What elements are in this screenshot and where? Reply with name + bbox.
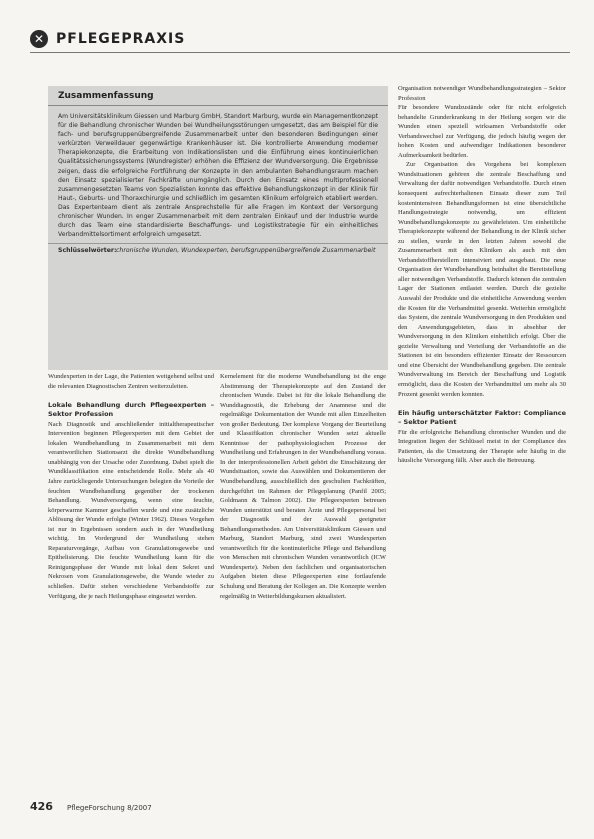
abstract-box <box>48 86 388 370</box>
subheading: Ein häufig unterschätzter Faktor: Compliance – Sektor Patient <box>398 408 566 427</box>
cross-circle-logo-icon: ✕ <box>30 30 48 48</box>
journal-reference: PflegeForschung 8/2007 <box>66 804 152 812</box>
page-number: 426 <box>30 800 53 813</box>
subheading: Lokale Behandlung durch Pflegeexperten – Sektor Profession <box>48 400 214 419</box>
header-divider <box>30 52 570 53</box>
keywords-row <box>48 243 388 257</box>
abstract-title: Zusammenfassung <box>48 86 388 106</box>
page-header <box>30 28 185 50</box>
text-column-left <box>48 372 214 770</box>
paragraph: Nach Diagnostik und anschließender initialtherapeutischer Intervention beginnen Pflegeexperten mit dem Gebiet der lokalen Wundbehandlung in Zusammenarbeit mit dem verantwortlichen Stationsarzt die direkte Wundbehandlung unabhängig von der Ursache oder Zuordnung. Dabei spielt die Wundklassifikation eine entscheidende Rolle. Mehr als 40 Jahre zurückliegende Untersuchungen belegten die Vorteile der feuchten Wundbehandlung gegenüber der trockenen Behandlung. Wundversorgung, wenn eine feuchte, körperwarme Kammer geschaffen wurde und eine zusätzliche Ablösung der Wunde erfolgte (Winter 1962). Dieses Vorgehen ist nur in Ergebnissen sondern auch in der Wundheilung wichtig. Im Vordergrund der Wundheilung stehen Reparaturvorgänge, Aufbau von Granulationsgewebe und Epithelisierung. Die feuchte Wundheilung kann für die Reinigungsphase der Wunde mit lokal dem Sekret und Nekrosen vom Granulationsgewebe, die Wunde wieder zu schließen. Dafür stehen verschiedene Verbandstoffe zur Verfügung, die je nach Heilungsphase eingesetzt werden. <box>48 420 214 600</box>
text-column-right <box>398 84 566 774</box>
paragraph: Für besondere Wundzustände oder für nicht erfolgreich behandelte Grunderkrankung in der Heilung sorgen wir die Wunden einen speziell wirksamen Verbandstoffe oder Verbandswechsel zur Verfügung, die jedoch häufig wegen der hohen Kosten und aufwendiger Indikationen besonderer Aufmerksamkeit bedürfen. <box>398 104 566 159</box>
paragraph-gap <box>398 399 566 409</box>
paragraph: Organisation notwendiger Wundbehandlungsstrategien – Sektor Profession <box>398 85 566 102</box>
page-footer <box>30 800 152 813</box>
paragraph: Für die erfolgreiche Behandlung chronischer Wunden und die Integration liegen der Schlüssel meist in der Compliance des Patienten, da die Umsetzung der Therapie sehr häufig in die häusliche Versorgung fällt. Aber auch die Betreuung. <box>398 428 566 465</box>
paragraph-gap <box>48 391 214 401</box>
paragraph: Zur Organisation des Vorgehens bei komplexen Wundsituationen gehören die zentrale Beschaffung und Verwaltung der dafür notwendigen Verbandstoffe. Durch einen konsequent aufrechterhaltenen Einsatz dieser zum Teil kostenintensiven Behandlungsformen ist eine übersichtliche Handlungsstrategie notwendig, um effizient Wundbehandlungskonzepte zu gewährleisten. Um einheitliche Therapiekonzepte während der Behandlung in der Klinik sicher zu stellen, wurde in den letzten Jahren sowohl die Zusammenarbeit mit den Kliniken als auch mit den Verbandstoffherstellern intensiviert und ausgebaut. Die neue Organisation der Wundbehandlung beinhaltet die Bereitstellung aller notwendigen Verbandstoffe. Dadurch können die zentralen Lager der Stationen entlastet werden. Durch die gezielte Auswahl der Produkte und die einheitliche Anwendung werden die Kosten für die Verbandmittel gesenkt. Weiterhin ermöglicht das System, die zentrale Wundversorgung in den Produkten und den Anwendungsgebieten, dass in absehbar der Wundversorgung in den Kliniken einheitlich erfolgt. Über die gezielte Verwaltung und Verteilung der Verbandstoffe an die Stationen ist ein besonders effizienter Einsatz der Ressourcen und eine Übersicht der Wundbehandlung gegeben. Die zentrale Wundverwaltung im Bereich der Beschaffung und Logistik ermöglicht, dass die Kosten der Verbandmittel um mehr als 30 Prozent gesenkt werden konnten. <box>398 161 566 398</box>
keywords-label: Schlüsselwörter: <box>58 247 117 255</box>
section-title: PFLEGEPRAXIS <box>56 31 186 47</box>
keywords-value: chronische Wunden, Wundexperten, berufsgruppenübergreifende Zusammenarbeit <box>116 247 376 255</box>
paragraph: Kernelement für die moderne Wundbehandlung ist die enge Abstimmung der Therapiekonzepte auf den Zustand der chronischen Wunde. Dabei ist für die lokale Behandlung die Wunddiagnostik, die Erhebung der Anamnese und die regelmäßige Dokumentation der Wunde mit allen Einzelheiten von großer Bedeutung. Der komplexe Vorgang der Beurteilung und Klassifikation chronischer Wunden setzt aktuelle Kenntnisse der pathophysiologischen Prozesse der Wundheilung und Erfahrungen in der Wundbehandlung voraus. In der interprofessionellen Arbeit gehört die Einschätzung der Wundsituation, sowie das Auswählen und Dokumentieren der Wundbehandlung, ausschließlich den geschulten Fachkräften, durchgeführt im Rahmen der Pflegeplanung (Panfil 2005; Goldmann & Talmon 2002). Die Pflegeexperten betreuen Wunden unterstützt und beraten Ärzte und Pflegepersonal bei der Diagnostik und der Auswahl geeigneter Behandlungsmethoden. Am Universitätsklinikum Giessen und Marburg, Standort Marburg, sind zwei Wundexperten verantwortlich für die kontinuierliche Pflege und Behandlung von Menschen mit chronischen Wunden verantwortlich (ICW Wundexperte). Neben den fachlichen und organisatorischen Aufgaben bieten diese Pflegeexperten eine fortlaufende Schulung und Beratung der Kollegen an. Die Konzepte werden regelmäßig in Weiterbildungskursen aktualisiert. <box>220 373 386 600</box>
text-column-middle <box>220 372 386 770</box>
paragraph: Wundexperten in der Lage, die Patienten weitgehend selbst und die relevanten Diagnostischen Zentren weiterzuleiten. <box>48 373 214 390</box>
abstract-text: Am Universitätsklinikum Giessen und Marburg GmbH, Standort Marburg, wurde ein Managementkonzept für die Behandlung chronischer Wunden bei Wundheilungsstörungen umgesetzt, das am Beispiel für die fach- und berufsgruppenübergreifende Zusammenarbeit unter den besonderen Bedingungen einer verkürzten Verweildauer gegenwärtige Krankenhäuser ist. Die kontrollierte Anwendung moderner Therapiekonzepte, die Erarbeitung von Indikationslisten und die Einführung eines kontinuierlichen Qualitätssicherungssystems (Wundregister) erhöhen die Effizienz der Wundversorgung. Die Ergebnisse zeigen, dass die erfolgreiche Fortführung der Konzepte in den ambulanten Behandlungsraum machen den Einsatz spezialisierter Fachkräfte unumgänglich. Durch den Einsatz eines multiprofessionell zusammengesetzten Teams von Spezialisten konnte das effektive Behandlungskonzept in der Klinik für Haut-, Geburts- und Thoraxchirurgie und schließlich im gesamten Klinikum erfolgreich etabliert werden. Das Expertenteam dient als zentrale Ansprechstelle für alle Fragen im Kontext der Versorgung chronischer Wunden. In enger Zusammenarbeit mit dem zentralen Einkauf und der Industrie wurde durch das Team eine standardisierte Beschaffungs- und Logistikstrategie für ein einheitliches Verbandmittelsortiment erfolgreich umgesetzt. <box>58 113 378 239</box>
